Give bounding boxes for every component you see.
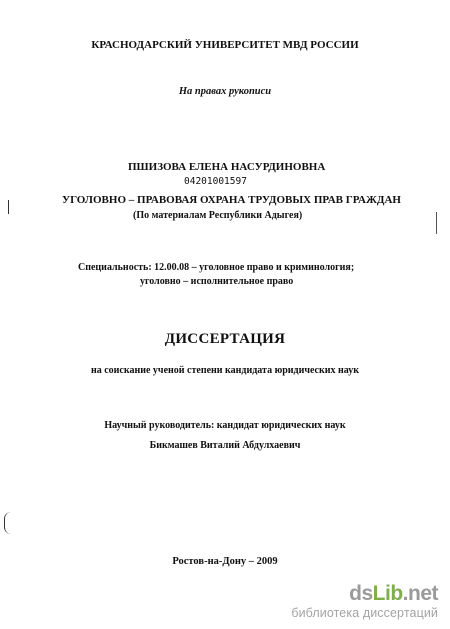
watermark-caption: библиотека диссертаций (291, 606, 438, 620)
logo-dot-text: . (402, 582, 408, 605)
dissertation-title: УГОЛОВНО – ПРАВОВАЯ ОХРАНА ТРУДОВЫХ ПРАВ ГРАЖДАН (62, 194, 401, 206)
specialty-line-1: Специальность: 12.00.08 – уголовное право и криминология; (78, 262, 355, 273)
logo-net-text: net (408, 582, 438, 605)
degree-statement: на соискание ученой степени кандидата юридических наук (90, 365, 360, 376)
dissertation-subtitle: (По материалам Республики Адыгея) (133, 210, 303, 221)
scan-artifact-mark (436, 212, 437, 234)
specialty-line-2: уголовно – исполнительное право (140, 276, 294, 287)
manuscript-rights-note: На правах рукописи (178, 86, 272, 97)
city-year: Ростов-на-Дону – 2009 (172, 556, 278, 567)
logo-ds-text: ds (349, 582, 373, 605)
supervisor-name: Бикмашев Виталий Абдулхаевич (149, 440, 301, 451)
registration-number: 04201001597 (184, 176, 247, 187)
logo-lib-text: Lib (372, 582, 403, 605)
dslib-logo (291, 583, 438, 604)
dslib-watermark (291, 583, 438, 620)
scan-artifact-mark (8, 200, 9, 214)
document-type-heading: ДИССЕРТАЦИЯ (164, 331, 286, 347)
scan-artifact-bracket (4, 512, 11, 534)
author-name: ПШИЗОВА ЕЛЕНА НАСУРДИНОВНА (128, 161, 326, 173)
supervisor-label: Научный руководитель: кандидат юридических наук (104, 420, 346, 431)
university-name: КРАСНОДАРСКИЙ УНИВЕРСИТЕТ МВД РОССИИ (91, 39, 359, 51)
